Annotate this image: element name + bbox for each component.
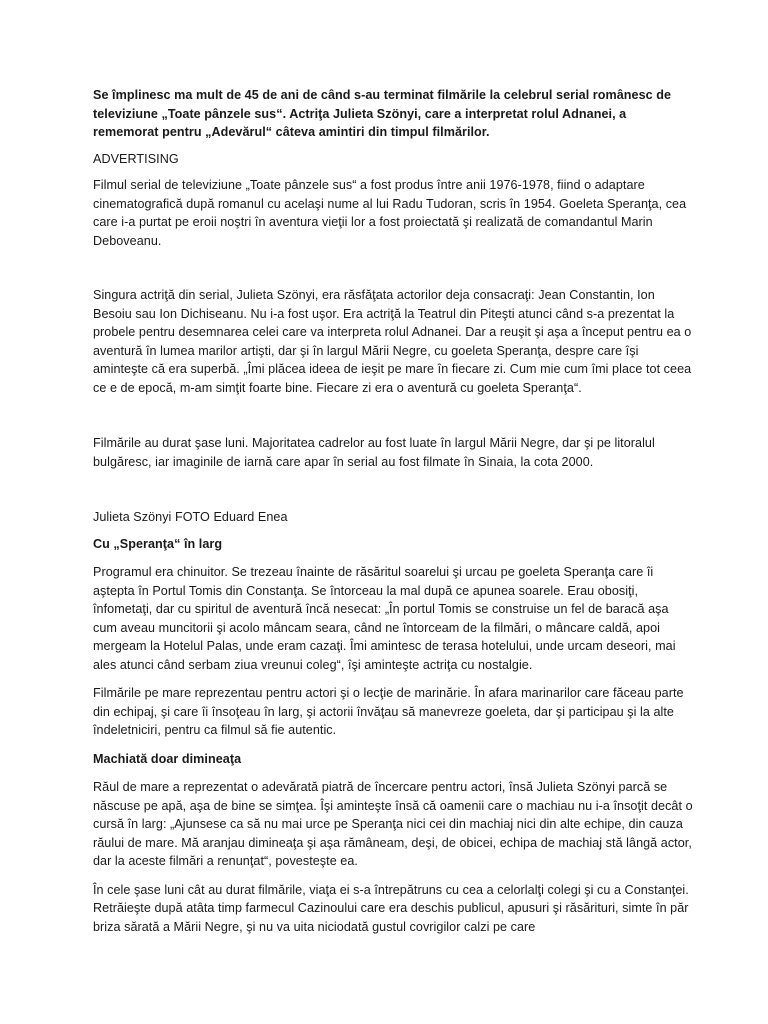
section-heading-2: Machiată doar dimineaţa [93, 751, 242, 766]
paragraph-3: Filmările au durat şase luni. Majoritatea cadrelor au fost luate în largul Mării Negre, dar şi pe litoralul bulgăresc, iar imaginile de iarnă care apar în serial au fost filmate în Sinaia, la cota 2000. [93, 436, 655, 469]
photo-caption: Julieta Szönyi FOTO Eduard Enea [93, 510, 288, 524]
paragraph-1: Filmul serial de televiziune „Toate pânzele sus“ a fost produs între anii 1976-1978, fiind o adaptare cinematografică după romanul cu acelaşi nume al lui Radu Tudoran, scris în 1954. Goeleta Speranţa, cea care i-a purtat pe eroii noştri în aventura vieţii lor a fost proiectată şi realizată de comandantul Marin Deboveanu. [93, 178, 687, 248]
paragraph-4: Programul era chinuitor. Se trezeau înainte de răsăritul soarelui şi urcau pe goeleta Speranţa care îi aştepta în Portul Tomis din Constanţa. Se întorceau la mal după ce apunea soarele. Erau obosiţi, înfometaţi, dar cu spiritul de aventură încă nesecat: „În portul Tomis se construise un fel de baracă aşa cum aveau muncitorii şi acolo mâncam seara, când ne întorceam de la filmări, o mâncare caldă, apoi mergeam la Hotelul Palas, unde eram cazaţi. Îmi amintesc de terasa hotelului, unde urcam deseori, mai ales atunci când serbam ziua vreunui coleg“, îşi aminteşte actriţa cu nostalgie. [93, 565, 676, 672]
article-lead: Se împlinesc ma mult de 45 de ani de când s-au terminat filmările la celebrul serial românesc de televiziune „Toate pânzele sus“. Actriţa Julieta Szönyi, care a interpretat rolul Adnanei, a rememorat pentru „Adevărul“ câteva amintiri din timpul filmărilor. [93, 88, 672, 139]
advertising-label: ADVERTISING [93, 151, 179, 166]
paragraph-7: În cele şase luni cât au durat filmările, viaţa ei s-a întrepătruns cu cea a celorlalţi colegi şi cu a Constanţei. Retrăieşte după atâta timp farmecul Cazinoului care era deschis publicul, apusuri şi răsărituri, simte în păr briza sărată a Mării Negre, şi nu va uita niciodată gustul covrigilor calzi pe care [93, 882, 689, 934]
article-body [93, 86, 693, 936]
paragraph-2: Singura actriţă din serial, Julieta Szönyi, era răsfăţata actorilor deja consacraţi: Jean Constantin, Ion Besoiu sau Ion Dichiseanu. Nu i-a fost uşor. Era actriţă la Teatrul din Piteşti atunci când s-a prezentat la probele pentru desemnarea celei care va interpreta rolul Adnanei. Dar a reuşit şi aşa a început pentru ea o aventură în lumea marilor artişti, dar şi în largul Mării Negre, cu goeleta Speranţa, despre care îşi aminteşte că era superbă. „Îmi plăcea ideea de ieşit pe mare în fiecare zi. Cum mie cum îmi place tot ceea ce e de epocă, m-am simţit foarte bine. Fiecare zi era o aventură cu goeleta Speranţa“. [93, 288, 692, 395]
paragraph-5: Filmările pe mare reprezentau pentru actori şi o lecţie de marinărie. În afara marinarilor care făceau parte din echipaj, şi care îi însoţeau în larg, şi actorii învăţau să manevreze goeleta, dar şi participau şi la alte îndeletniciri, pentru ca filmul să fie autentic. [93, 686, 684, 737]
section-heading-1: Cu „Speranţa“ în larg [93, 536, 223, 551]
paragraph-6: Răul de mare a reprezentat o adevărată piatră de încercare pentru actori, însă Julieta Szönyi parcă se născuse pe apă, aşa de bine se simţea. Îşi aminteşte însă că oamenii care o machiau nu i-a însoţit decât o cursă în larg: „Ajunsese ca să nu mai urce pe Speranţa nici cei din machiaj nici din alte echipe, din cauza răului de mare. Mă aranjau dimineaţa şi aşa rămâneam, deşi, de obicei, echipa de machiaj stă lângă actor, dar la aceste filmări a renunţat“, povesteşte ea. [93, 780, 693, 868]
